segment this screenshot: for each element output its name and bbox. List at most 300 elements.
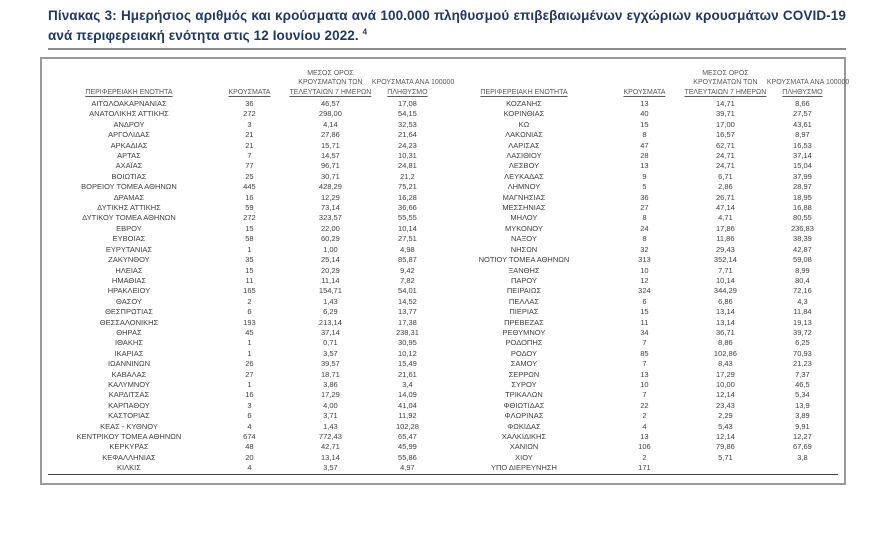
table-row xyxy=(48,401,443,411)
per-100k-cell: 17,08 xyxy=(398,99,417,108)
table-row xyxy=(443,422,838,432)
mean-7day-cell: 27,86 xyxy=(321,130,340,140)
cases-cell: 47 xyxy=(640,140,649,150)
per-100k-cell: 46,5 xyxy=(795,379,810,389)
per-100k-cell: 39,72 xyxy=(793,327,812,337)
table-body-right xyxy=(443,99,838,474)
region-name-cell: ΣΥΡΟΥ xyxy=(511,379,537,389)
table-row xyxy=(48,276,443,286)
table-row xyxy=(443,266,838,276)
region-name-cell: ΠΡΕΒΕΖΑΣ xyxy=(504,317,544,327)
table-row xyxy=(48,245,443,255)
mean-7day-cell: 2,86 xyxy=(718,182,733,192)
per-100k-cell: 10,31 xyxy=(398,151,417,161)
per-100k-cell: 4,98 xyxy=(400,244,415,254)
mean-7day-cell: 96,71 xyxy=(321,161,340,171)
mean-7day-cell: 10,14 xyxy=(716,275,735,285)
table-row xyxy=(443,109,838,119)
region-name-cell: ΙΘΑΚΗΣ xyxy=(115,338,143,348)
mean-7day-cell: 16,57 xyxy=(716,130,735,140)
region-name-cell: ΕΥΡΥΤΑΝΙΑΣ xyxy=(105,244,153,254)
table-row xyxy=(443,307,838,317)
table-row xyxy=(443,255,838,265)
header-line: ΤΕΛΕΥΤΑΙΩΝ 7 ΗΜΕΡΩΝ xyxy=(684,88,767,96)
header-line: ΠΛΗΘΥΣΜΟ xyxy=(782,88,823,96)
region-name-cell: ΡΟΔΟΥ xyxy=(510,348,538,358)
mean-7day-cell: 26,71 xyxy=(716,192,735,202)
table-row xyxy=(443,203,838,213)
cases-cell: 15 xyxy=(640,307,649,317)
cases-cell: 77 xyxy=(245,161,254,171)
per-100k-cell: 5,34 xyxy=(795,390,810,400)
region-name-cell: ΑΡΤΑΣ xyxy=(117,151,141,161)
region-name-cell: ΔΥΤΙΚΟΥ ΤΟΜΕΑ ΑΘΗΝΩΝ xyxy=(82,213,176,223)
per-100k-cell: 8,97 xyxy=(795,130,810,140)
cases-cell: 674 xyxy=(243,432,256,441)
region-name-cell: ΦΘΙΩΤΙΔΑΣ xyxy=(503,400,545,410)
mean-7day-cell: 17,29 xyxy=(321,390,340,400)
cases-cell: 85 xyxy=(640,348,649,358)
mean-7day-cell: 13,14 xyxy=(716,317,735,327)
table-row xyxy=(48,141,443,151)
per-100k-cell: 54,01 xyxy=(398,286,417,296)
per-100k-cell: 24,23 xyxy=(398,140,417,150)
table-row xyxy=(48,266,443,276)
mean-7day-cell xyxy=(684,463,767,473)
region-name-cell: ΖΑΚΥΝΘΟΥ xyxy=(108,255,150,265)
mean-7day-cell: 1,43 xyxy=(323,296,338,306)
cases-cell: 9 xyxy=(642,171,647,181)
region-name-cell: ΑΧΑΪΑΣ xyxy=(115,161,143,171)
per-100k-cell: 30,95 xyxy=(398,338,417,348)
cases-cell: 4 xyxy=(247,421,252,431)
region-name-cell: ΔΥΤΙΚΗΣ ΑΤΤΙΚΗΣ xyxy=(97,203,161,213)
region-name-cell: ΘΑΣΟΥ xyxy=(116,296,142,306)
mean-7day-cell: 17,29 xyxy=(716,369,735,379)
region-name-cell: ΛΕΣΒΟΥ xyxy=(508,161,540,171)
cases-cell: 106 xyxy=(638,442,651,452)
cases-cell: 59 xyxy=(245,203,254,213)
region-name-cell: ΛΑΡΙΣΑΣ xyxy=(508,140,540,150)
mean-7day-cell: 6,29 xyxy=(323,307,338,317)
per-100k-cell: 75,21 xyxy=(398,182,417,192)
mean-7day-cell: 213,14 xyxy=(318,317,342,327)
table-row xyxy=(443,401,838,411)
per-100k-cell: 18,95 xyxy=(793,192,812,202)
region-name-cell: ΝΑΞΟΥ xyxy=(511,234,537,244)
per-100k-cell: 4,3 xyxy=(797,296,808,306)
region-name-cell: ΜΕΣΣΗΝΙΑΣ xyxy=(502,203,546,213)
table-row xyxy=(443,432,838,442)
table-row xyxy=(443,338,838,348)
per-100k-cell xyxy=(767,463,838,473)
per-100k-cell: 11,84 xyxy=(793,307,812,317)
table-row xyxy=(443,151,838,161)
cases-cell: 1 xyxy=(247,338,252,348)
mean-7day-cell: 11,14 xyxy=(321,275,340,285)
per-100k-cell: 72,16 xyxy=(793,286,812,296)
header-row xyxy=(443,61,838,99)
per-100k-cell: 55,86 xyxy=(398,452,417,462)
region-name-cell: ΚΙΛΚΙΣ xyxy=(117,463,141,473)
table-header-right xyxy=(443,61,850,99)
mean-7day-cell: 13,14 xyxy=(716,307,735,317)
cases-cell: 16 xyxy=(245,192,254,202)
per-100k-cell: 85,87 xyxy=(398,255,417,265)
table-row xyxy=(443,349,838,359)
region-name-cell: ΡΕΘΥΜΝΟΥ xyxy=(502,327,546,337)
table-row xyxy=(48,130,443,140)
table-row xyxy=(443,172,838,182)
per-100k-cell: 19,13 xyxy=(793,317,812,327)
region-name-cell: ΑΡΚΑΔΙΑΣ xyxy=(110,140,148,150)
cases-cell: 36 xyxy=(640,192,649,202)
cases-cell: 6 xyxy=(247,307,252,317)
table-row xyxy=(443,213,838,223)
mean-7day-cell: 37,14 xyxy=(321,327,340,337)
region-name-cell: ΔΡΑΜΑΣ xyxy=(113,192,145,202)
cases-cell: 10 xyxy=(640,379,649,389)
region-name-cell: ΛΗΜΝΟΥ xyxy=(507,182,541,192)
mean-7day-cell: 23,43 xyxy=(716,400,735,410)
table-row xyxy=(48,411,443,421)
region-name-cell: ΚΑΡΠΑΘΟΥ xyxy=(108,400,150,410)
per-100k-cell: 9,91 xyxy=(795,421,810,431)
table-row xyxy=(443,359,838,369)
mean-7day-cell: 3,57 xyxy=(323,348,338,358)
table-row xyxy=(48,161,443,171)
region-name-cell: ΧΙΟΥ xyxy=(515,452,533,462)
cases-cell: 13 xyxy=(640,432,649,441)
per-100k-cell: 28,97 xyxy=(793,182,812,192)
header-line: ΜΕΣΟΣ ΟΡΟΣ xyxy=(307,69,354,77)
region-name-cell: ΦΛΩΡΙΝΑΣ xyxy=(504,411,544,421)
mean-7day-cell: 8,86 xyxy=(718,338,733,348)
mean-7day-cell: 7,71 xyxy=(718,265,733,275)
cases-cell: 27 xyxy=(245,369,254,379)
table-row xyxy=(443,130,838,140)
column-header-region-name-cell xyxy=(48,61,210,99)
table-row xyxy=(443,380,838,390)
table-row xyxy=(48,213,443,223)
column-header-per-100k-cell xyxy=(371,61,455,99)
header-line: ΚΡΟΥΣΜΑΤΩΝ ΤΩΝ xyxy=(693,79,758,86)
column-header-mean-7day-cell xyxy=(289,61,372,99)
table-row xyxy=(443,245,838,255)
region-name-cell: ΜΗΛΟΥ xyxy=(510,213,538,223)
per-100k-cell: 55,55 xyxy=(398,213,417,223)
table-row xyxy=(48,328,443,338)
mean-7day-cell: 14,71 xyxy=(716,99,735,108)
mean-7day-cell: 352,14 xyxy=(713,255,737,265)
cases-cell: 165 xyxy=(243,286,256,296)
region-name-cell: ΘΗΡΑΣ xyxy=(116,327,142,337)
mean-7day-cell: 3,86 xyxy=(323,379,338,389)
region-name-cell: ΞΑΝΘΗΣ xyxy=(508,265,540,275)
mean-7day-cell: 12,14 xyxy=(716,432,735,441)
table-header-left xyxy=(48,61,455,99)
mean-7day-cell: 428,29 xyxy=(318,182,342,192)
cases-cell: 11 xyxy=(245,275,254,285)
region-name-cell: ΒΟΡΕΙΟΥ ΤΟΜΕΑ ΑΘΗΝΩΝ xyxy=(81,182,177,192)
table-row xyxy=(443,120,838,130)
region-name-cell: ΘΕΣΠΡΩΤΙΑΣ xyxy=(105,307,153,317)
mean-7day-cell: 62,71 xyxy=(716,140,735,150)
cases-cell: 21 xyxy=(245,130,254,140)
cases-cell: 20 xyxy=(245,452,254,462)
column-header-cases-cell xyxy=(605,61,684,99)
per-100k-cell: 41,04 xyxy=(398,400,417,410)
table-row xyxy=(48,172,443,182)
cases-cell: 7 xyxy=(642,359,647,369)
cases-cell: 21 xyxy=(245,140,254,150)
mean-7day-cell: 14,57 xyxy=(321,151,340,161)
table-row xyxy=(48,349,443,359)
region-name-cell: ΚΕΦΑΛΛΗΝΙΑΣ xyxy=(102,452,156,462)
per-100k-cell: 27,51 xyxy=(398,234,417,244)
mean-7day-cell: 24,71 xyxy=(716,161,735,171)
region-name-cell: ΜΥΚΟΝΟΥ xyxy=(505,223,543,233)
cases-cell: 25 xyxy=(245,171,254,181)
cases-cell: 10 xyxy=(640,265,649,275)
region-name-cell: ΠΕΛΛΑΣ xyxy=(508,296,539,306)
cases-cell: 45 xyxy=(245,327,254,337)
per-100k-cell: 45,99 xyxy=(398,442,417,452)
table-row xyxy=(48,453,443,463)
table-row xyxy=(48,255,443,265)
per-100k-cell: 59,08 xyxy=(793,255,812,265)
region-name-cell: ΗΛΕΙΑΣ xyxy=(115,265,143,275)
region-name-cell: ΙΚΑΡΙΑΣ xyxy=(114,348,144,358)
per-100k-cell: 14,52 xyxy=(398,296,417,306)
column-header-mean-7day-cell xyxy=(684,61,767,99)
header-line: ΜΕΣΟΣ ΟΡΟΣ xyxy=(702,69,749,77)
cases-cell: 1 xyxy=(247,348,252,358)
cases-cell: 7 xyxy=(642,338,647,348)
region-name-cell: ΕΥΒΟΙΑΣ xyxy=(112,234,146,244)
table-row xyxy=(443,161,838,171)
cases-cell: 58 xyxy=(245,234,254,244)
mean-7day-cell: 79,86 xyxy=(716,442,735,452)
per-100k-cell: 80,4 xyxy=(795,275,810,285)
mean-7day-cell: 22,00 xyxy=(321,223,340,233)
cases-cell: 1 xyxy=(247,244,252,254)
per-100k-cell: 10,14 xyxy=(398,223,417,233)
per-100k-cell: 16,28 xyxy=(398,192,417,202)
region-name-cell: ΙΩΑΝΝΙΝΩΝ xyxy=(107,359,150,369)
cases-cell: 28 xyxy=(640,151,649,161)
per-100k-cell: 7,82 xyxy=(400,275,415,285)
per-100k-cell: 9,42 xyxy=(400,265,415,275)
mean-7day-cell: 12,29 xyxy=(321,192,340,202)
mean-7day-cell: 102,86 xyxy=(713,348,737,358)
header-row xyxy=(48,61,443,99)
cases-cell: 171 xyxy=(638,463,651,473)
mean-7day-cell: 1,43 xyxy=(323,421,338,431)
table-row xyxy=(48,318,443,328)
cases-cell: 2 xyxy=(642,411,647,421)
per-100k-cell: 14,09 xyxy=(398,390,417,400)
cases-cell: 3 xyxy=(247,400,252,410)
mean-7day-cell: 2,29 xyxy=(718,411,733,421)
table-row xyxy=(48,432,443,442)
header-line: ΚΡΟΥΣΜΑΤΑ ΑΝΑ 100000 xyxy=(371,79,455,86)
region-name-cell: ΚΑΡΔΙΤΣΑΣ xyxy=(108,390,150,400)
mean-7day-cell: 344,29 xyxy=(713,286,737,296)
mean-7day-cell: 6,71 xyxy=(718,171,733,181)
mean-7day-cell: 11,86 xyxy=(716,234,735,244)
per-100k-cell: 37,99 xyxy=(793,171,812,181)
column-header-cases-cell xyxy=(210,61,289,99)
per-100k-cell: 7,37 xyxy=(795,369,810,379)
mean-7day-cell: 30,71 xyxy=(321,171,340,181)
table-row xyxy=(48,370,443,380)
per-100k-cell: 11,92 xyxy=(398,411,417,421)
region-name-cell: ΑΝΑΤΟΛΙΚΗΣ ΑΤΤΙΚΗΣ xyxy=(89,109,169,119)
region-name-cell: ΚΟΡΙΝΘΙΑΣ xyxy=(503,109,545,119)
region-name-cell: ΛΑΣΙΘΙΟΥ xyxy=(506,151,542,161)
table-row xyxy=(443,224,838,234)
mean-7day-cell: 1,00 xyxy=(323,244,338,254)
mean-7day-cell: 24,71 xyxy=(716,151,735,161)
cases-cell: 5 xyxy=(642,182,647,192)
mean-7day-cell: 15,71 xyxy=(321,140,340,150)
table-row xyxy=(443,370,838,380)
mean-7day-cell: 323,57 xyxy=(318,213,342,223)
cases-cell: 2 xyxy=(247,296,252,306)
cases-cell: 1 xyxy=(247,379,252,389)
region-name-cell: ΑΙΤΩΛΟΑΚΑΡΝΑΝΙΑΣ xyxy=(91,99,167,108)
cases-cell: 445 xyxy=(243,182,256,192)
mean-7day-cell: 39,57 xyxy=(321,359,340,369)
per-100k-cell: 6,25 xyxy=(795,338,810,348)
cases-cell: 15 xyxy=(245,223,254,233)
region-name-cell: ΛΕΥΚΑΔΑΣ xyxy=(504,171,544,181)
cases-cell: 6 xyxy=(247,411,252,421)
column-header-region-name-cell xyxy=(443,61,605,99)
header-line: ΚΡΟΥΣΜΑΤΑ ΑΝΑ 100000 xyxy=(766,79,850,86)
region-name-cell: ΣΕΡΡΩΝ xyxy=(508,369,540,379)
region-name-cell: ΚΟΖΑΝΗΣ xyxy=(506,99,542,108)
cases-cell: 34 xyxy=(640,327,649,337)
per-100k-cell: 70,93 xyxy=(793,348,812,358)
cases-cell: 8 xyxy=(642,234,647,244)
cases-cell: 48 xyxy=(245,442,254,452)
cases-cell: 35 xyxy=(245,255,254,265)
mean-7day-cell: 18,71 xyxy=(321,369,340,379)
per-100k-cell: 17,38 xyxy=(398,317,417,327)
cases-cell: 11 xyxy=(640,317,649,327)
region-name-cell: ΧΑΝΙΩΝ xyxy=(509,442,539,452)
mean-7day-cell: 36,71 xyxy=(716,327,735,337)
table-row xyxy=(48,442,443,452)
per-100k-cell: 16,53 xyxy=(793,140,812,150)
cases-cell: 26 xyxy=(245,359,254,369)
cases-cell: 32 xyxy=(640,244,649,254)
per-100k-cell: 238,31 xyxy=(395,327,419,337)
cases-cell: 22 xyxy=(640,400,649,410)
per-100k-cell: 21,23 xyxy=(793,359,812,369)
region-name-cell: ΧΑΛΚΙΔΙΚΗΣ xyxy=(501,432,547,441)
cases-cell: 13 xyxy=(640,369,649,379)
title-divider xyxy=(48,48,846,50)
cases-cell: 7 xyxy=(642,390,647,400)
cases-cell: 193 xyxy=(243,317,256,327)
table-row xyxy=(48,390,443,400)
header-line: ΚΡΟΥΣΜΑΤΑ xyxy=(228,88,271,96)
region-name-cell: ΑΡΓΟΛΙΔΑΣ xyxy=(108,130,150,140)
table-row xyxy=(443,442,838,452)
per-100k-cell: 15,04 xyxy=(793,161,812,171)
table-row xyxy=(48,120,443,130)
region-name-cell: ΚΕΑΣ - ΚΥΘΝΟΥ xyxy=(100,421,158,431)
per-100k-cell: 3,8 xyxy=(797,452,808,462)
tables-wrapper xyxy=(48,61,850,475)
regional-table-left xyxy=(48,61,455,474)
per-100k-cell: 21,64 xyxy=(398,130,417,140)
mean-7day-cell: 154,71 xyxy=(318,286,342,296)
regional-cases-table-container xyxy=(40,57,850,485)
mean-7day-cell: 3,57 xyxy=(323,463,338,473)
per-100k-cell: 54,15 xyxy=(398,109,417,119)
per-100k-cell: 36,66 xyxy=(398,203,417,213)
per-100k-cell: 24,81 xyxy=(398,161,417,171)
table-row xyxy=(443,328,838,338)
table-row xyxy=(48,297,443,307)
mean-7day-cell: 298,00 xyxy=(318,109,342,119)
cases-cell: 13 xyxy=(640,161,649,171)
table-row xyxy=(48,307,443,317)
page-title xyxy=(48,6,846,47)
per-100k-cell: 3,89 xyxy=(795,411,810,421)
per-100k-cell: 4,97 xyxy=(400,463,415,473)
region-name-cell: ΠΑΡΟΥ xyxy=(510,275,537,285)
cases-cell: 16 xyxy=(245,390,254,400)
table-row xyxy=(48,359,443,369)
per-100k-cell: 8,66 xyxy=(795,99,810,108)
region-name-cell: ΡΟΔΟΠΗΣ xyxy=(505,338,543,348)
column-header-per-100k-cell xyxy=(766,61,850,99)
mean-7day-cell: 46,57 xyxy=(321,99,340,108)
region-name-cell: ΑΝΔΡΟΥ xyxy=(113,119,145,129)
per-100k-cell: 65,47 xyxy=(398,432,417,441)
region-name-cell: ΛΑΚΩΝΙΑΣ xyxy=(505,130,543,140)
table-row xyxy=(48,203,443,213)
mean-7day-cell: 47,14 xyxy=(716,203,735,213)
mean-7day-cell: 6,86 xyxy=(718,296,733,306)
region-name-cell: ΒΟΙΩΤΙΑΣ xyxy=(111,171,147,181)
table-row xyxy=(443,318,838,328)
region-name-cell: ΥΠΟ ΔΙΕΡΕΥΝΗΣΗ xyxy=(491,463,557,473)
cases-cell: 272 xyxy=(243,213,256,223)
region-name-cell: ΦΩΚΙΔΑΣ xyxy=(507,421,541,431)
per-100k-cell: 38,39 xyxy=(793,234,812,244)
cases-cell: 8 xyxy=(642,213,647,223)
cases-cell: 12 xyxy=(640,275,649,285)
table-row xyxy=(48,182,443,192)
mean-7day-cell: 3,71 xyxy=(323,411,338,421)
cases-cell: 324 xyxy=(638,286,651,296)
per-100k-cell: 42,87 xyxy=(793,244,812,254)
region-name-cell: ΝΗΣΩΝ xyxy=(510,244,538,254)
table-body-left xyxy=(48,99,443,474)
table-row xyxy=(443,463,838,473)
mean-7day-cell: 25,14 xyxy=(321,255,340,265)
per-100k-cell: 10,12 xyxy=(398,348,417,358)
cases-cell: 36 xyxy=(245,99,254,108)
per-100k-cell: 13,77 xyxy=(398,307,417,317)
mean-7day-cell: 42,71 xyxy=(321,442,340,452)
